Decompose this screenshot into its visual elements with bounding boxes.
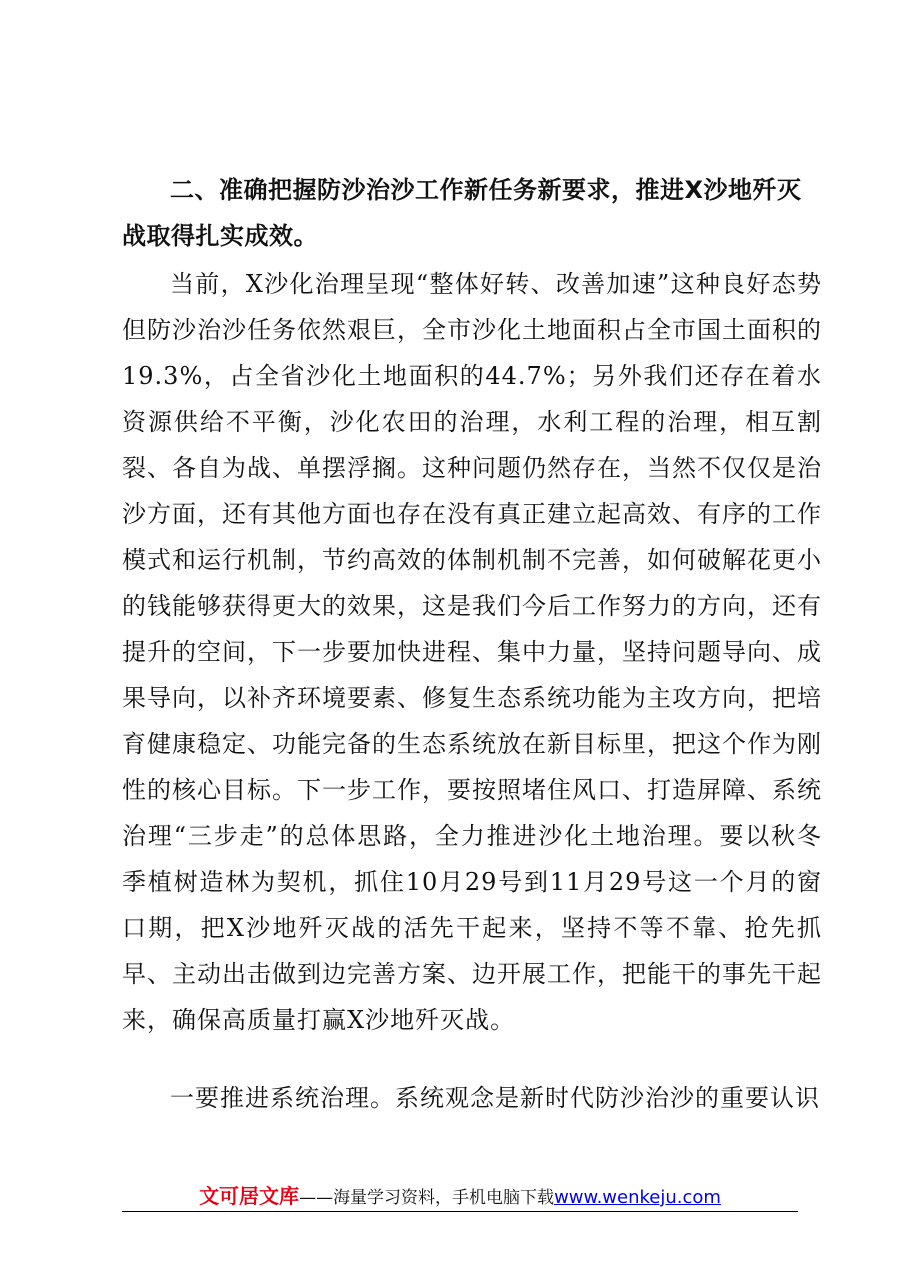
footer-divider [122,1211,798,1212]
body-paragraph-1: 当前，X沙化治理呈现“整体好转、改善加速”这种良好态势但防沙治沙任务依然艰巨，全市沙化土地面积占全市国土面积的19.3%，占全省沙化土地面积的44.7%；另外我们还存在着水资源供给不平衡，沙化农田的治理，水利工程的治理，相互割裂、各自为战、单摆浮搁。这种问题仍然存在，当然不仅仅是治沙方面，还有其他方面也存在没有真正建立起高效、有序的工作模式和运行机制，节约高效的体制机制不完善，如何破解花更小的钱能够获得更大的效果，这是我们今后工作努力的方向，还有提升的空间，下一步要加快进程、集中力量，坚持问题导向、成果导向，以补齐环境要素、修复生态系统功能为主攻方向，把培育健康稳定、功能完备的生态系统放在新目标里，把这个作为刚性的核心目标。下一步工作，要按照堵住风口、打造屏障、系统治理“三步走”的总体思路，全力推进沙化土地治理。要以秋冬季植树造林为契机，抓住10月29号到11月29号这一个月的窗口期，把X沙地歼灭战的活先干起来，坚持不等不靠、抢先抓早、主动出击做到边完善方案、边开展工作，把能干的事先干起来，确保高质量打赢X沙地歼灭战。 [122,270,822,1034]
footer-brand: 文可居文库 [199,1184,300,1208]
footer [122,1180,798,1209]
footer-link[interactable]: www.wenkeju.com [554,1187,721,1208]
section-heading: 二、准确把握防沙治沙工作新任务新要求，推进X沙地歼灭战取得扎实成效。 [122,176,802,250]
body-paragraph-2: 一要推进系统治理。系统观念是新时代防沙治沙的重要认识 [170,1084,820,1112]
footer-tagline: ——海量学习资料，手机电脑下载 [299,1188,555,1208]
